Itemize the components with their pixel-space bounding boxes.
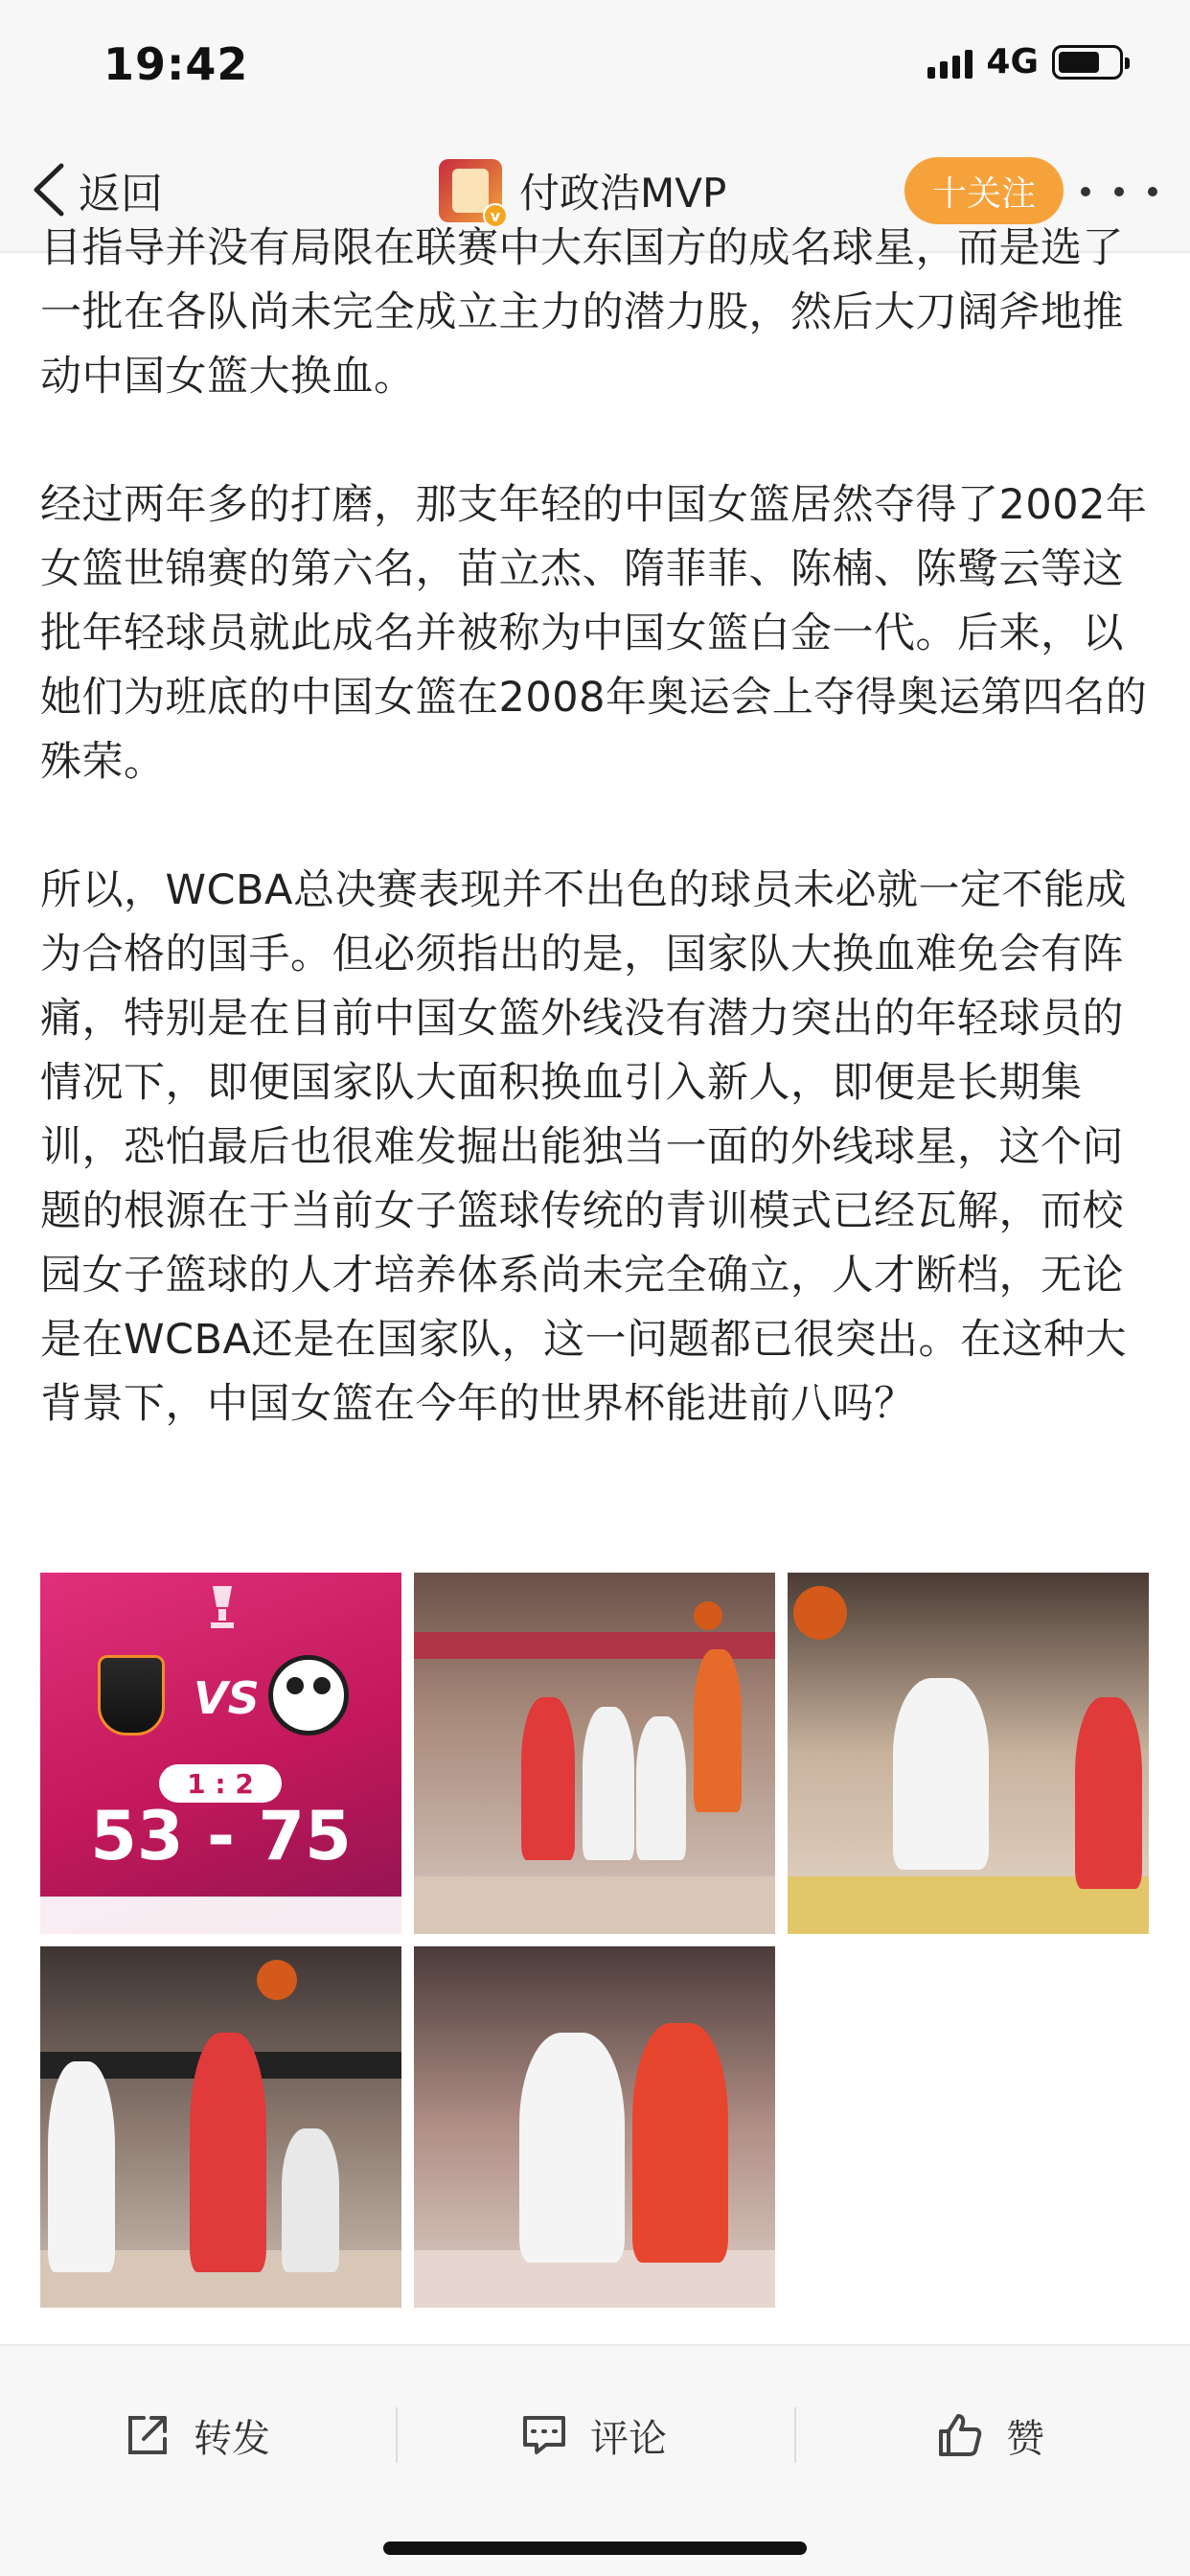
- series-score: 1 : 2: [159, 1764, 282, 1803]
- photo-4[interactable]: [40, 1946, 401, 2308]
- article-paragraph: 目指导并没有局限在联赛中大东国方的成名球星，而是选了一批在各队尚未完全成立主力的潜力股，然后大刀阔斧地推动中国女篮大换血。: [40, 224, 1124, 401]
- comment-icon: [519, 2410, 569, 2460]
- thumbs-up-icon: [935, 2410, 985, 2460]
- page-title: 付政浩MVP: [519, 170, 727, 217]
- article-paragraph: 经过两年多的打磨，那支年轻的中国女篮居然夺得了2002年女篮世锦赛的第六名，苗立杰、隋菲菲、陈楠、陈鹭云等这批年轻球员就此成名并被称为中国女篮白金一代。后来，以她们为班底的中国女篮在2008年奥运会上夺得奥运第四名的殊荣。: [40, 481, 1148, 786]
- divider: [794, 2407, 796, 2463]
- network-type: 4G: [986, 42, 1039, 81]
- avatar[interactable]: [439, 159, 502, 225]
- photo-3[interactable]: [788, 1573, 1149, 1934]
- like-label: 赞: [1006, 2416, 1044, 2461]
- chevron-left-icon: [29, 160, 71, 219]
- photo-5[interactable]: [414, 1946, 775, 2308]
- repost-button[interactable]: [123, 2402, 270, 2469]
- bottom-action-bar: [0, 2344, 1190, 2576]
- trophy-logo-icon: [184, 1578, 261, 1636]
- team-logo-flame-icon: [98, 1655, 165, 1736]
- signal-icon: [927, 46, 973, 79]
- repost-label: 转发: [194, 2416, 270, 2461]
- like-button[interactable]: [935, 2402, 1044, 2469]
- more-dots-icon[interactable]: [1081, 172, 1157, 211]
- comment-button[interactable]: [519, 2402, 667, 2469]
- team-logo-panda-icon: [268, 1655, 349, 1736]
- versus-label: VS: [194, 1672, 260, 1724]
- sponsor-strip: [40, 1897, 401, 1934]
- share-icon: [123, 2410, 172, 2460]
- nav-profile[interactable]: [439, 159, 727, 225]
- status-bar: [0, 0, 1190, 130]
- follow-button[interactable]: 十关注: [904, 157, 1064, 224]
- status-indicators: [927, 42, 1123, 81]
- divider: [396, 2407, 398, 2463]
- article-body: [40, 224, 1152, 1501]
- game-score: 53 - 75: [90, 1797, 352, 1875]
- photo-1[interactable]: [40, 1573, 401, 1934]
- verified-badge: v: [483, 203, 508, 228]
- article-paragraph: 所以，WCBA总决赛表现并不出色的球员未必就一定不能成为合格的国手。但必须指出的是，国家队大换血难免会有阵痛，特别是在目前中国女篮外线没有潜力突出的年轻球员的情况下，即便国家队大面积换血引入新人，即便是长期集训，恐怕最后也很难发掘出能独当一面的外线球星，这个问题的根源在于当前女子篮球传统的青训模式已经瓦解，而校园女子篮球的人才培养体系尚未完全确立，人才断档，无论是在WCBA还是在国家队，这一问题都已很突出。在这种大背景下，中国女篮在今年的世界杯能进前八吗？: [40, 866, 1127, 1428]
- home-indicator[interactable]: [383, 2542, 807, 2555]
- back-label: 返回: [79, 170, 163, 218]
- photo-2[interactable]: [414, 1573, 775, 1934]
- back-button[interactable]: [29, 159, 163, 220]
- battery-icon: [1052, 45, 1123, 80]
- comment-label: 评论: [590, 2416, 667, 2461]
- status-time: 19:42: [103, 38, 249, 90]
